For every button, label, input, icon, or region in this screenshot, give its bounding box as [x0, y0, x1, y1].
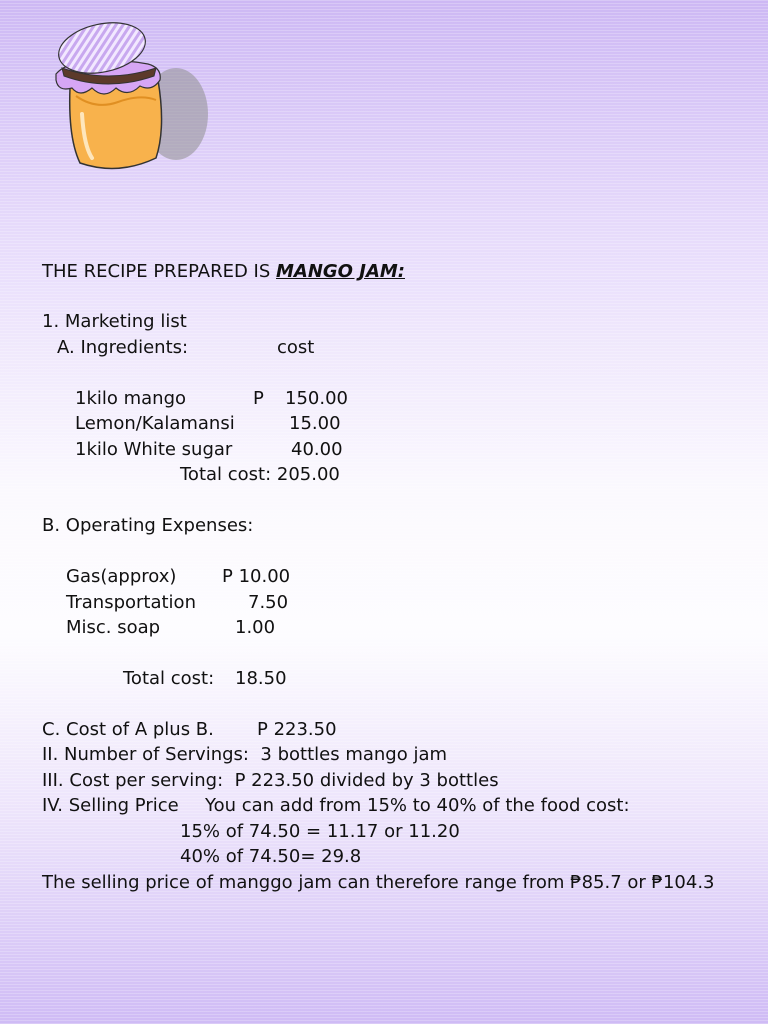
- ingredient-name: 1kilo White sugar: [75, 439, 233, 460]
- ingredient-cost: 15.00: [289, 413, 341, 434]
- expense-cost: P 10.00: [222, 566, 291, 587]
- cost-per-serving: III. Cost per serving: P 223.50 divided by 3 bottles: [42, 770, 499, 791]
- operating-expenses-title: B. Operating Expenses:: [42, 515, 254, 536]
- ingredient-cost: 150.00: [285, 388, 348, 409]
- marketing-list-title: 1. Marketing list: [42, 311, 187, 332]
- ingredient-name: 1kilo mango: [75, 388, 187, 409]
- expense-name: Transportation: [66, 592, 196, 613]
- selling-price-text: You can add from 15% to 40% of the food cost:: [205, 795, 630, 816]
- ingredients-total-value: 205.00: [276, 464, 340, 485]
- currency-symbol: P: [253, 388, 264, 409]
- operating-total-label: Total cost:: [123, 668, 215, 689]
- selling-price-conclusion: The selling price of manggo jam can therefore range from ₱85.7 or ₱104.3: [42, 872, 715, 893]
- expense-name: Misc. soap: [66, 617, 161, 638]
- markup-40-calculation: 40% of 74.50= 29.8: [180, 846, 362, 867]
- cost-a-plus-b-value: P 223.50: [257, 719, 337, 740]
- markup-15-calculation: 15% of 74.50 = 11.17 or 11.20: [180, 821, 460, 842]
- expense-cost: 1.00: [235, 617, 276, 638]
- ingredient-name: Lemon/Kalamansi: [75, 413, 235, 434]
- number-of-servings: II. Number of Servings: 3 bottles mango jam: [42, 744, 448, 765]
- ingredients-total-label: Total cost:: [180, 464, 272, 485]
- recipe-heading: [42, 261, 405, 283]
- expense-name: Gas(approx): [66, 566, 177, 587]
- ingredients-total: [180, 464, 340, 486]
- operating-total-value: 18.50: [235, 668, 287, 689]
- cost-column-header: cost: [277, 337, 315, 358]
- recipe-heading-prefix: THE RECIPE PREPARED IS: [42, 261, 276, 282]
- expense-cost: 7.50: [248, 592, 289, 613]
- recipe-name: MANGO JAM:: [276, 261, 405, 282]
- ingredients-label: A. Ingredients:: [57, 337, 189, 358]
- ingredient-cost: 40.00: [291, 439, 343, 460]
- cost-a-plus-b-label: C. Cost of A plus B.: [42, 719, 214, 740]
- selling-price-label: IV. Selling Price: [42, 795, 179, 816]
